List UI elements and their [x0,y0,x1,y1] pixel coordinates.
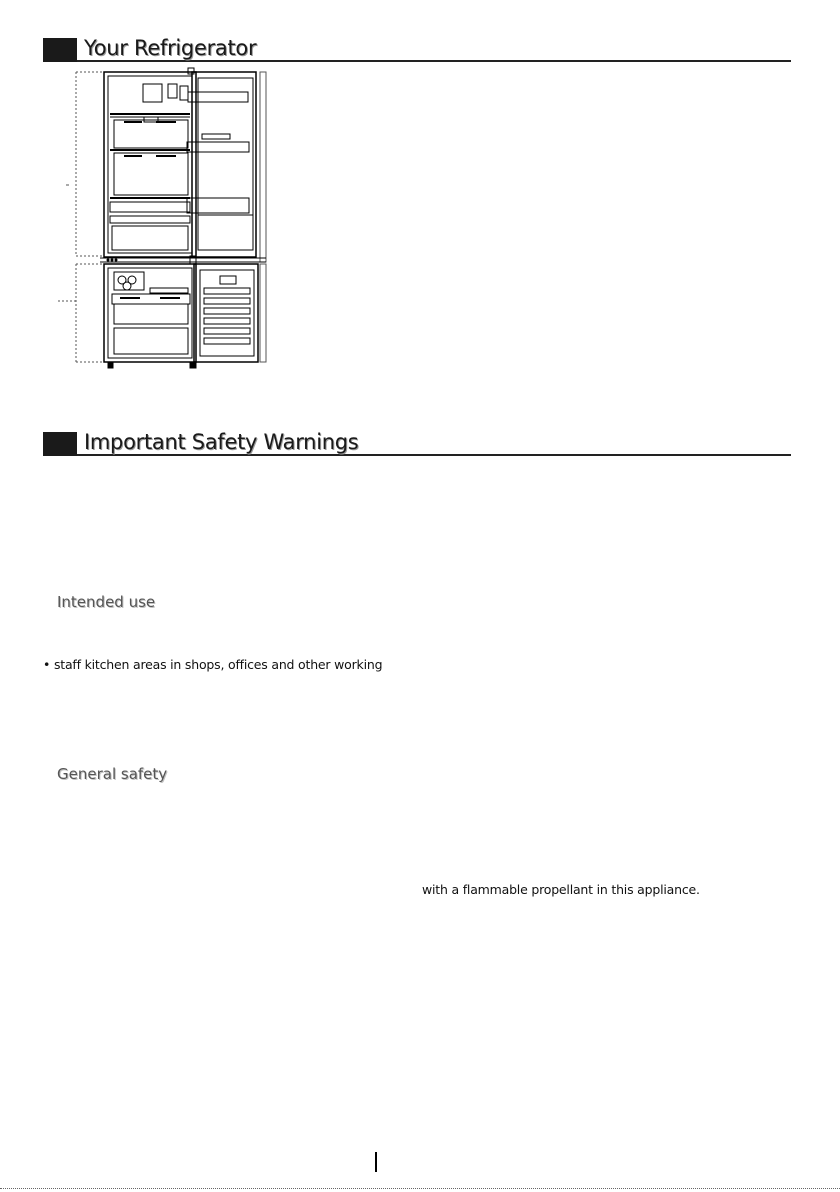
section-header-safety [43,432,791,456]
feet [108,362,196,368]
freezer-door [194,264,266,362]
dimension-guides [58,72,102,362]
intended-use-heading: Intended use [57,593,156,611]
section-title: Important Safety Warnings [84,430,359,454]
page-marker [375,1152,377,1172]
section-header-refrigerator [43,38,791,62]
section-title: Your Refrigerator [84,36,257,60]
refrigerator-diagram [40,60,280,380]
middle-hinge [100,68,266,264]
section-marker-block [43,432,77,456]
fridge-door [187,72,266,262]
section-marker-block [43,38,77,62]
bottom-rule [0,1188,840,1189]
staff-kitchen-text: • staff kitchen areas in shops, offices and other working [43,657,383,672]
freezer-cabinet [104,264,196,362]
flammable-propellant-text: with a flammable propellant in this appliance. [422,882,700,897]
fridge-cabinet [104,72,196,257]
general-safety-heading: General safety [57,765,168,783]
